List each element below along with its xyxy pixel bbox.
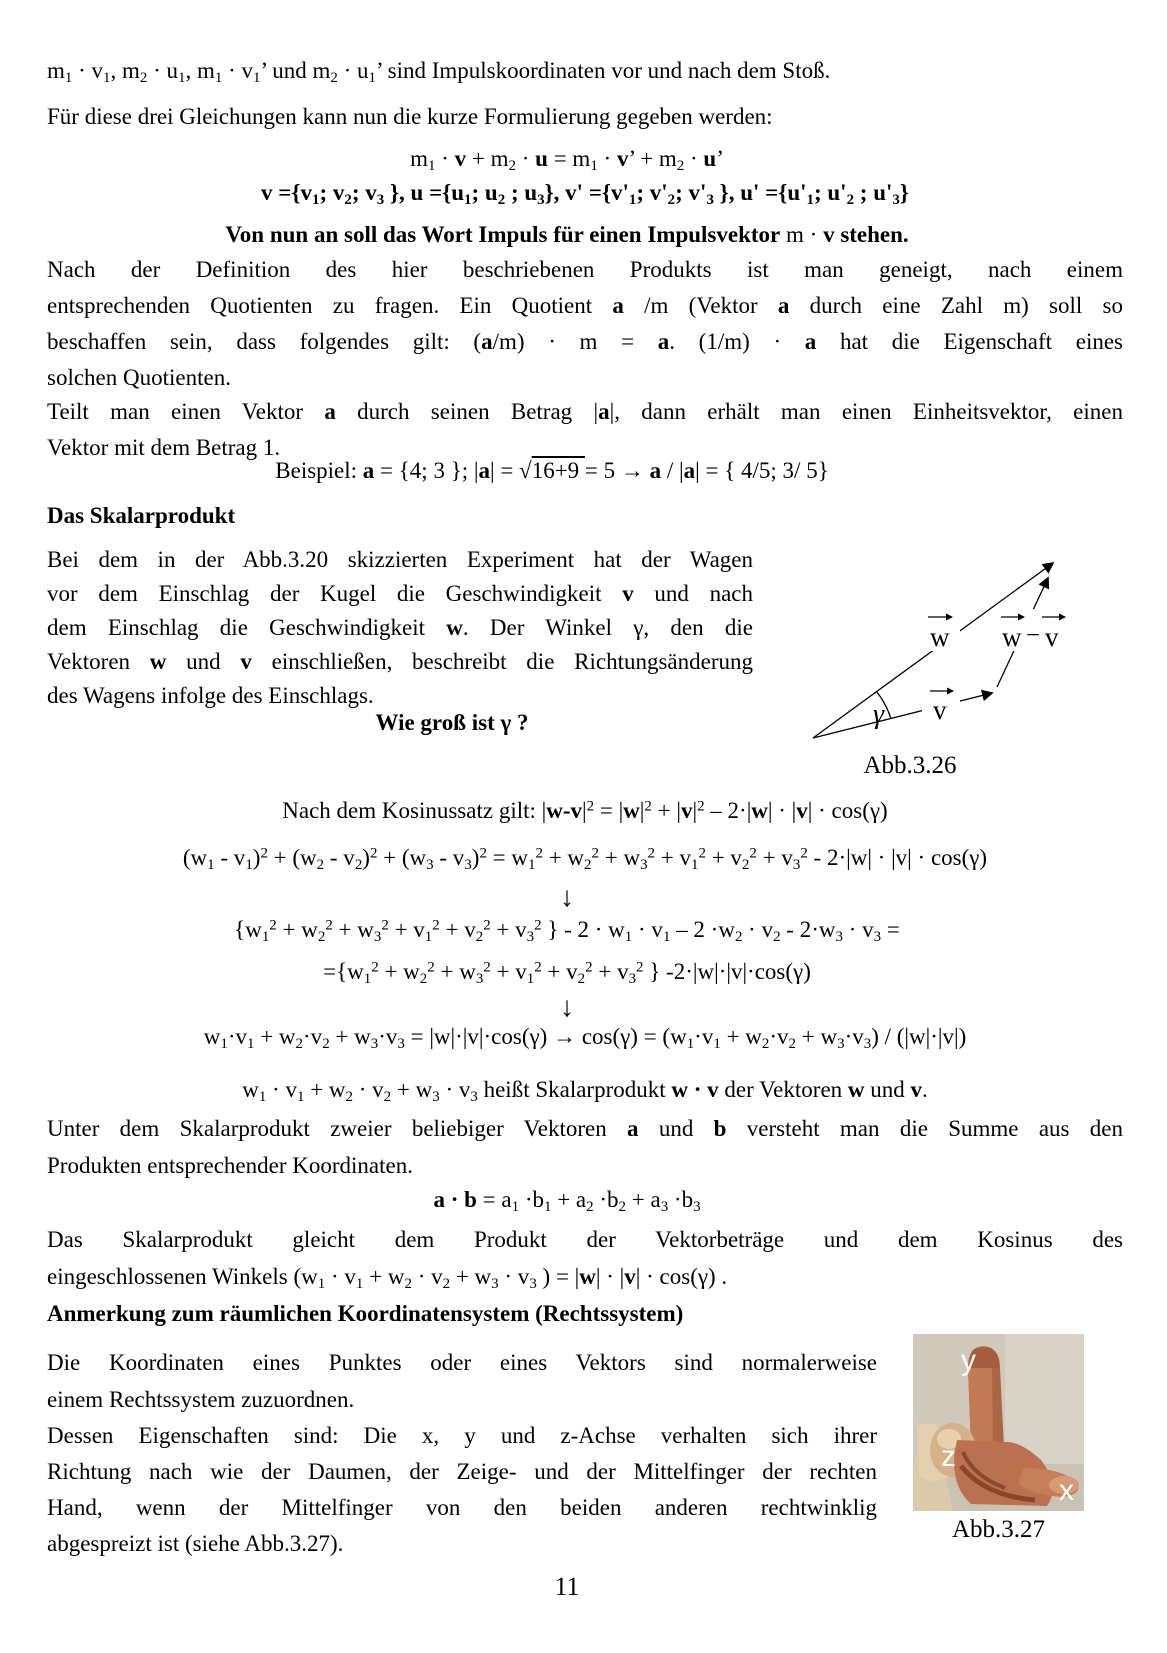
vector-triangle-figure	[770, 515, 1100, 750]
para-properties: Dessen Eigenschaften sind: Die x, y und z-Achse verhalten sich ihrer Richtung nach wie der Daumen, der Zeige- und der Mittelfinger der rechten Hand, wenn der Mittelfinger von den beiden anderen rechtwinklig abgespreizt ist (siehe Abb.3.27).	[47, 1423, 877, 1556]
heading-skalarprodukt: Das Skalarprodukt	[47, 503, 236, 528]
eq-scalar-name: $w_1 \cdot v_1 + w_2 \cdot v_2 + w_3 \cdot v_3$ heißt Skalarprodukt w · v der Vektoren w und v.	[242, 1077, 928, 1106]
svg-text:w: w	[930, 622, 950, 652]
para-scalar-product: Das Skalarprodukt gleicht dem Produkt der Vektorbeträge und dem Kosinus des eingeschlossenen Winkels ($w_1 \cdot v_1 + w_2 \cdot v_2 + w_3 \cdot v_3$ ) = |w| · |v| · cos(γ) .	[47, 1227, 1123, 1293]
para-unit-vector: Teilt man einen Vektor a durch seinen Betrag |a|, dann erhält man einen Einheitsvektor, einen Vektor mit dem Betrag 1.	[47, 399, 1123, 460]
svg-text:−: −	[1026, 622, 1041, 649]
eq-expanded: $(w_1 - v_1)^2 + (w_2 - v_2)^2 + (w_3 - v_3)^2 = w_1^2 + w_2^2 + w_3^2 + v_1^2 + v_2^2 + v_3^2 - 2\cdot|w| \cdot |v| \cdot \cos(\gamma)$	[182, 845, 988, 874]
intro-line-2: Für diese drei Gleichungen kann nun die kurze Formulierung gegeben werden:	[47, 104, 773, 129]
flow-arrow-down-2: ↓	[560, 992, 574, 1023]
para-coordinates: Die Koordinaten eines Punktes oder eines Vektors sind normalerweise einem Rechtssystem zuzuordnen.	[47, 1350, 877, 1412]
para-scalar-definition: Unter dem Skalarprodukt zweier beliebiger Vektoren a und b versteht man die Summe aus den Produkten entsprechender Koordinaten.	[47, 1116, 1124, 1178]
label-axis-z: z	[941, 1440, 956, 1473]
label-axis-x: x	[1059, 1474, 1074, 1507]
intro-line-1: $m_1 \cdot v_1$, $m_2 \cdot u_1$, $m_1 \cdot v_1$’ und $m_2 \cdot u_1$’ sind Impulskoordinaten vor und nach dem Stoß.	[47, 58, 831, 87]
para-experiment: Bei dem in der Abb.3.20 skizzierten Experiment hat der Wagen vor dem Einschlag der Kugel die Geschwindigkeit v und nach dem Einschlag die Geschwindigkeit w. Der Winkel γ, den die Vektoren w und v einschließen, beschreibt die Richtungsänderung des Wagens infolge des Einschlags.	[47, 547, 753, 708]
eq-cosine-law: Nach dem Kosinussatz gilt: $|w-v|^2 = |w|^2 + |v|^2 - 2\cdot|w| \cdot |v| \cdot \cos(\gamma)$	[282, 798, 888, 823]
figure-caption-326: Abb.3.26	[863, 752, 957, 779]
figure-caption-327: Abb.3.27	[951, 1516, 1046, 1543]
svg-text:v: v	[1045, 622, 1059, 652]
question-gamma: Wie groß ist γ ?	[375, 710, 529, 735]
svg-text:w: w	[1002, 622, 1022, 652]
svg-text:v: v	[933, 695, 947, 725]
impulse-note: Von nun an soll das Wort Impuls für einen Impulsvektor m · v stehen.	[225, 222, 909, 247]
eq-vector-components: $v =\{v_1$; $v_2$; $v_3$ }, $u =\{u_1$; $u_2$ ; $u_3$}, $v' =\{v'_1$; $v'_2$; $v'_3$ }, $u' =\{u'_1$; $u'_2$ ; $u'_3$}	[261, 180, 909, 209]
label-axis-y: y	[961, 1344, 976, 1377]
v-arrow-line	[813, 693, 992, 738]
flow-arrow-down-1: ↓	[560, 882, 574, 913]
eq-ab: $a \cdot b = a_1 \cdot b_1 + a_2 \cdot b_2 + a_3 \cdot b_3$	[433, 1187, 701, 1216]
para-quotient: Nach der Definition des hier beschriebenen Produkts ist man geneigt, nach einem entsprechenden Quotienten zu fragen. Ein Quotient a /m (Vektor a durch eine Zahl m) soll so beschaffen sein, dass folgendes gilt: (a/m) · m = a. (1/m) · a hat die Eigenschaft eines solchen Quotienten.	[47, 257, 1123, 390]
eq-braces-1: {$w_1^2 + w_2^2 + w_3^2 + v_1^2 + v_2^2 + v_3^2$ } - $2 \cdot w_1 \cdot v_1 - 2 \cdot w_2 \cdot v_2 - 2\cdot w_3 \cdot v_3$ =	[234, 917, 900, 946]
eq-scalar-result: $w_1\cdot v_1 + w_2\cdot v_2 + w_3\cdot v_3 = |w|\cdot|v|\cdot\cos(\gamma) \to \cos(\gamma) = (w_1\cdot v_1 + w_2\cdot v_2 + w_3\cdot v_3) / (|w|\cdot|v|)$	[203, 1024, 967, 1053]
page-number: 11	[554, 1572, 580, 1601]
eq-braces-2: $=\{w_1^2 + w_2^2 + w_3^2 + v_1^2 + v_2^2 + v_3^2$ } -2·|w|·|v|·cos(γ)	[323, 959, 811, 988]
example-unit-vector: Beispiel: a = {4; 3 }; |a| = √16+9 = 5 → a / |a| = { 4/5; 3/ 5}	[275, 458, 829, 483]
eq-momentum: $m_1 \cdot v + m_2 \cdot u = m_1 \cdot v$’ + $m_2 \cdot u$’	[410, 146, 724, 175]
label-w-minus-v	[996, 609, 1072, 652]
right-hand-photo	[913, 1334, 1084, 1511]
heading-anmerkung: Anmerkung zum räumlichen Koordinatensystem (Rechtssystem)	[47, 1301, 684, 1326]
label-v	[922, 683, 960, 725]
label-gamma: γ	[873, 699, 885, 730]
label-w	[918, 609, 960, 652]
